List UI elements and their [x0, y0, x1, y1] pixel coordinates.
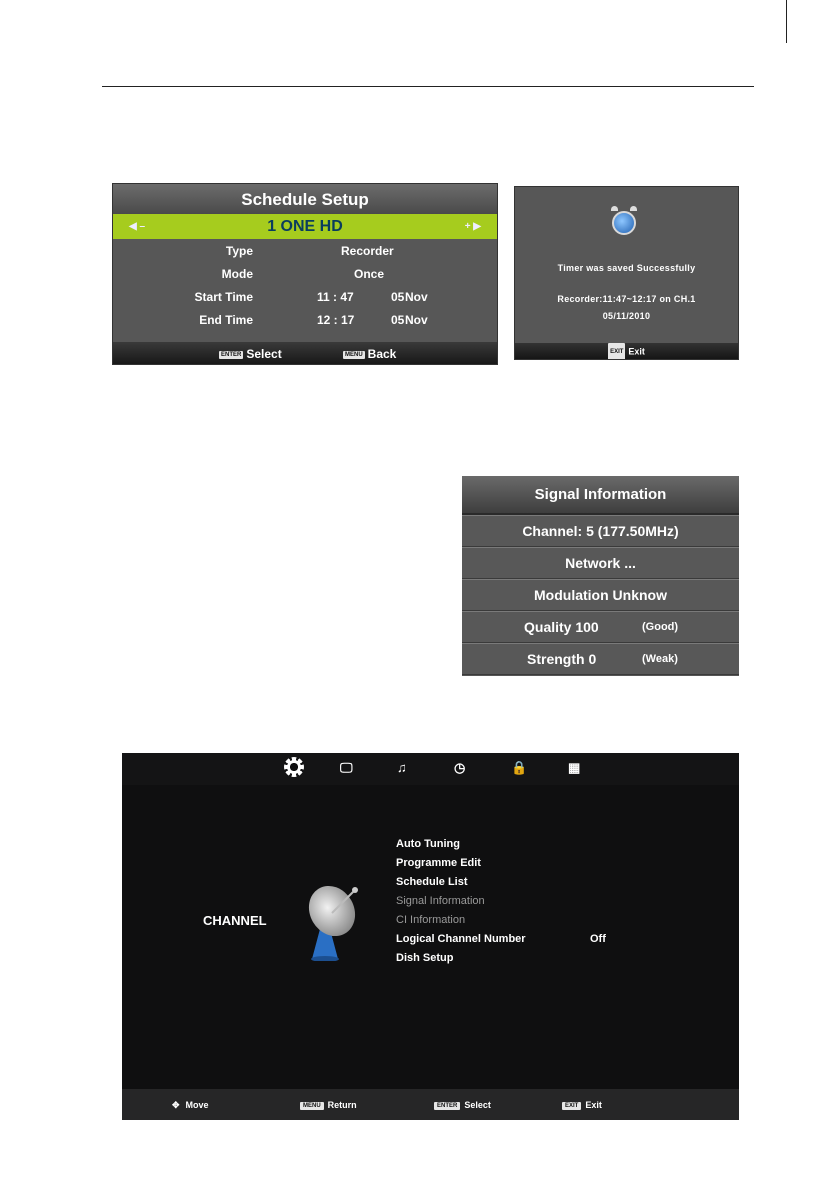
start-time-row[interactable]: [113, 285, 497, 308]
channel-section-label: CHANNEL: [203, 913, 267, 928]
return-hint: MENU Return: [300, 1100, 357, 1110]
type-row[interactable]: [113, 239, 497, 262]
exit-key-icon: EXIT: [562, 1102, 581, 1110]
timer-saved-dialog: [514, 186, 739, 360]
end-time-value: 12 : 17: [317, 313, 355, 327]
mode-value: Once: [354, 267, 385, 281]
start-day: 05: [391, 290, 405, 304]
signal-strength: [462, 643, 739, 675]
start-time-value: 11 : 47: [317, 290, 354, 304]
back-hint: MENU Back: [345, 347, 397, 361]
gear-icon[interactable]: [284, 757, 304, 777]
end-day: 05: [391, 313, 405, 327]
end-time-row[interactable]: [113, 308, 497, 331]
timer-detail: Recorder:11:47~12:17 on CH.1: [557, 294, 696, 304]
menu-item-ci-information: CI Information: [396, 914, 466, 926]
chevron-right-icon[interactable]: + ▶: [464, 221, 481, 232]
lock-icon[interactable]: 🔒: [511, 760, 528, 775]
type-value: Recorder: [341, 244, 394, 258]
channel-menu-screen: [122, 753, 739, 1120]
strength-note: (Weak): [642, 653, 678, 665]
menu-item-logical-channel-number[interactable]: Logical Channel Number: [396, 933, 526, 945]
menu-key-icon: MENU: [300, 1102, 324, 1110]
move-hint: ✥ Move: [172, 1100, 209, 1110]
mode-label: Mode: [221, 267, 253, 281]
channel-selector[interactable]: [113, 214, 497, 239]
signal-network: Network ...: [462, 547, 739, 579]
page-header-rule: [102, 86, 754, 87]
schedule-setup-title: Schedule Setup: [113, 184, 497, 214]
monitor-icon[interactable]: 🖵: [340, 760, 353, 775]
enter-key-icon: ENTER: [434, 1102, 460, 1110]
signal-modulation: Modulation Unknow: [462, 579, 739, 611]
menu-item-auto-tuning[interactable]: Auto Tuning: [396, 838, 460, 850]
alarm-clock-icon: [612, 211, 636, 235]
music-note-icon[interactable]: ♫: [397, 760, 407, 775]
logical-channel-number-value[interactable]: Off: [590, 933, 606, 945]
clock-icon[interactable]: ◷: [454, 760, 466, 775]
end-month: Nov: [405, 313, 428, 327]
select-hint: ENTER Select: [434, 1100, 491, 1110]
signal-quality: [462, 611, 739, 643]
schedule-footer: [113, 342, 497, 364]
quality-label: Quality 100: [524, 619, 599, 635]
signal-information-panel: [462, 476, 739, 676]
crop-mark: [786, 0, 787, 43]
channel-name: 1 ONE HD: [267, 218, 343, 235]
menu-item-signal-information: Signal Information: [396, 895, 485, 907]
type-label: Type: [225, 244, 253, 258]
menu-item-dish-setup[interactable]: Dish Setup: [396, 952, 454, 964]
quality-note: (Good): [642, 621, 679, 633]
enter-key-icon: ENTER: [221, 351, 242, 358]
chevron-left-icon[interactable]: ◀ –: [129, 221, 146, 232]
menu-item-programme-edit[interactable]: Programme Edit: [396, 857, 481, 869]
menu-footer: [122, 1089, 739, 1120]
signal-channel: Channel: 5 (177.50MHz): [462, 515, 739, 547]
timer-date: 05/11/2010: [602, 311, 651, 321]
exit-hint[interactable]: EXIT Exit: [515, 343, 738, 359]
menu-key-icon: MENU: [345, 351, 363, 358]
schedule-setup-panel: [112, 183, 498, 365]
menu-item-schedule-list[interactable]: Schedule List: [396, 876, 468, 888]
select-hint: ENTER Select: [221, 347, 282, 361]
exit-key-icon: EXIT: [608, 343, 625, 360]
start-time-label: Start Time: [194, 290, 253, 304]
timer-message: Timer was saved Successfully: [557, 263, 696, 273]
satellite-dish-icon: [298, 881, 368, 961]
dpad-icon: ✥: [172, 1100, 180, 1110]
strength-label: Strength 0: [527, 651, 597, 667]
signal-info-title: Signal Information: [462, 476, 739, 515]
apps-grid-icon[interactable]: ▦: [568, 760, 581, 775]
exit-hint: EXIT Exit: [562, 1100, 602, 1110]
mode-row[interactable]: [113, 262, 497, 285]
menu-tab-bar: [122, 753, 739, 785]
end-time-label: End Time: [199, 313, 253, 327]
start-month: Nov: [405, 290, 428, 304]
